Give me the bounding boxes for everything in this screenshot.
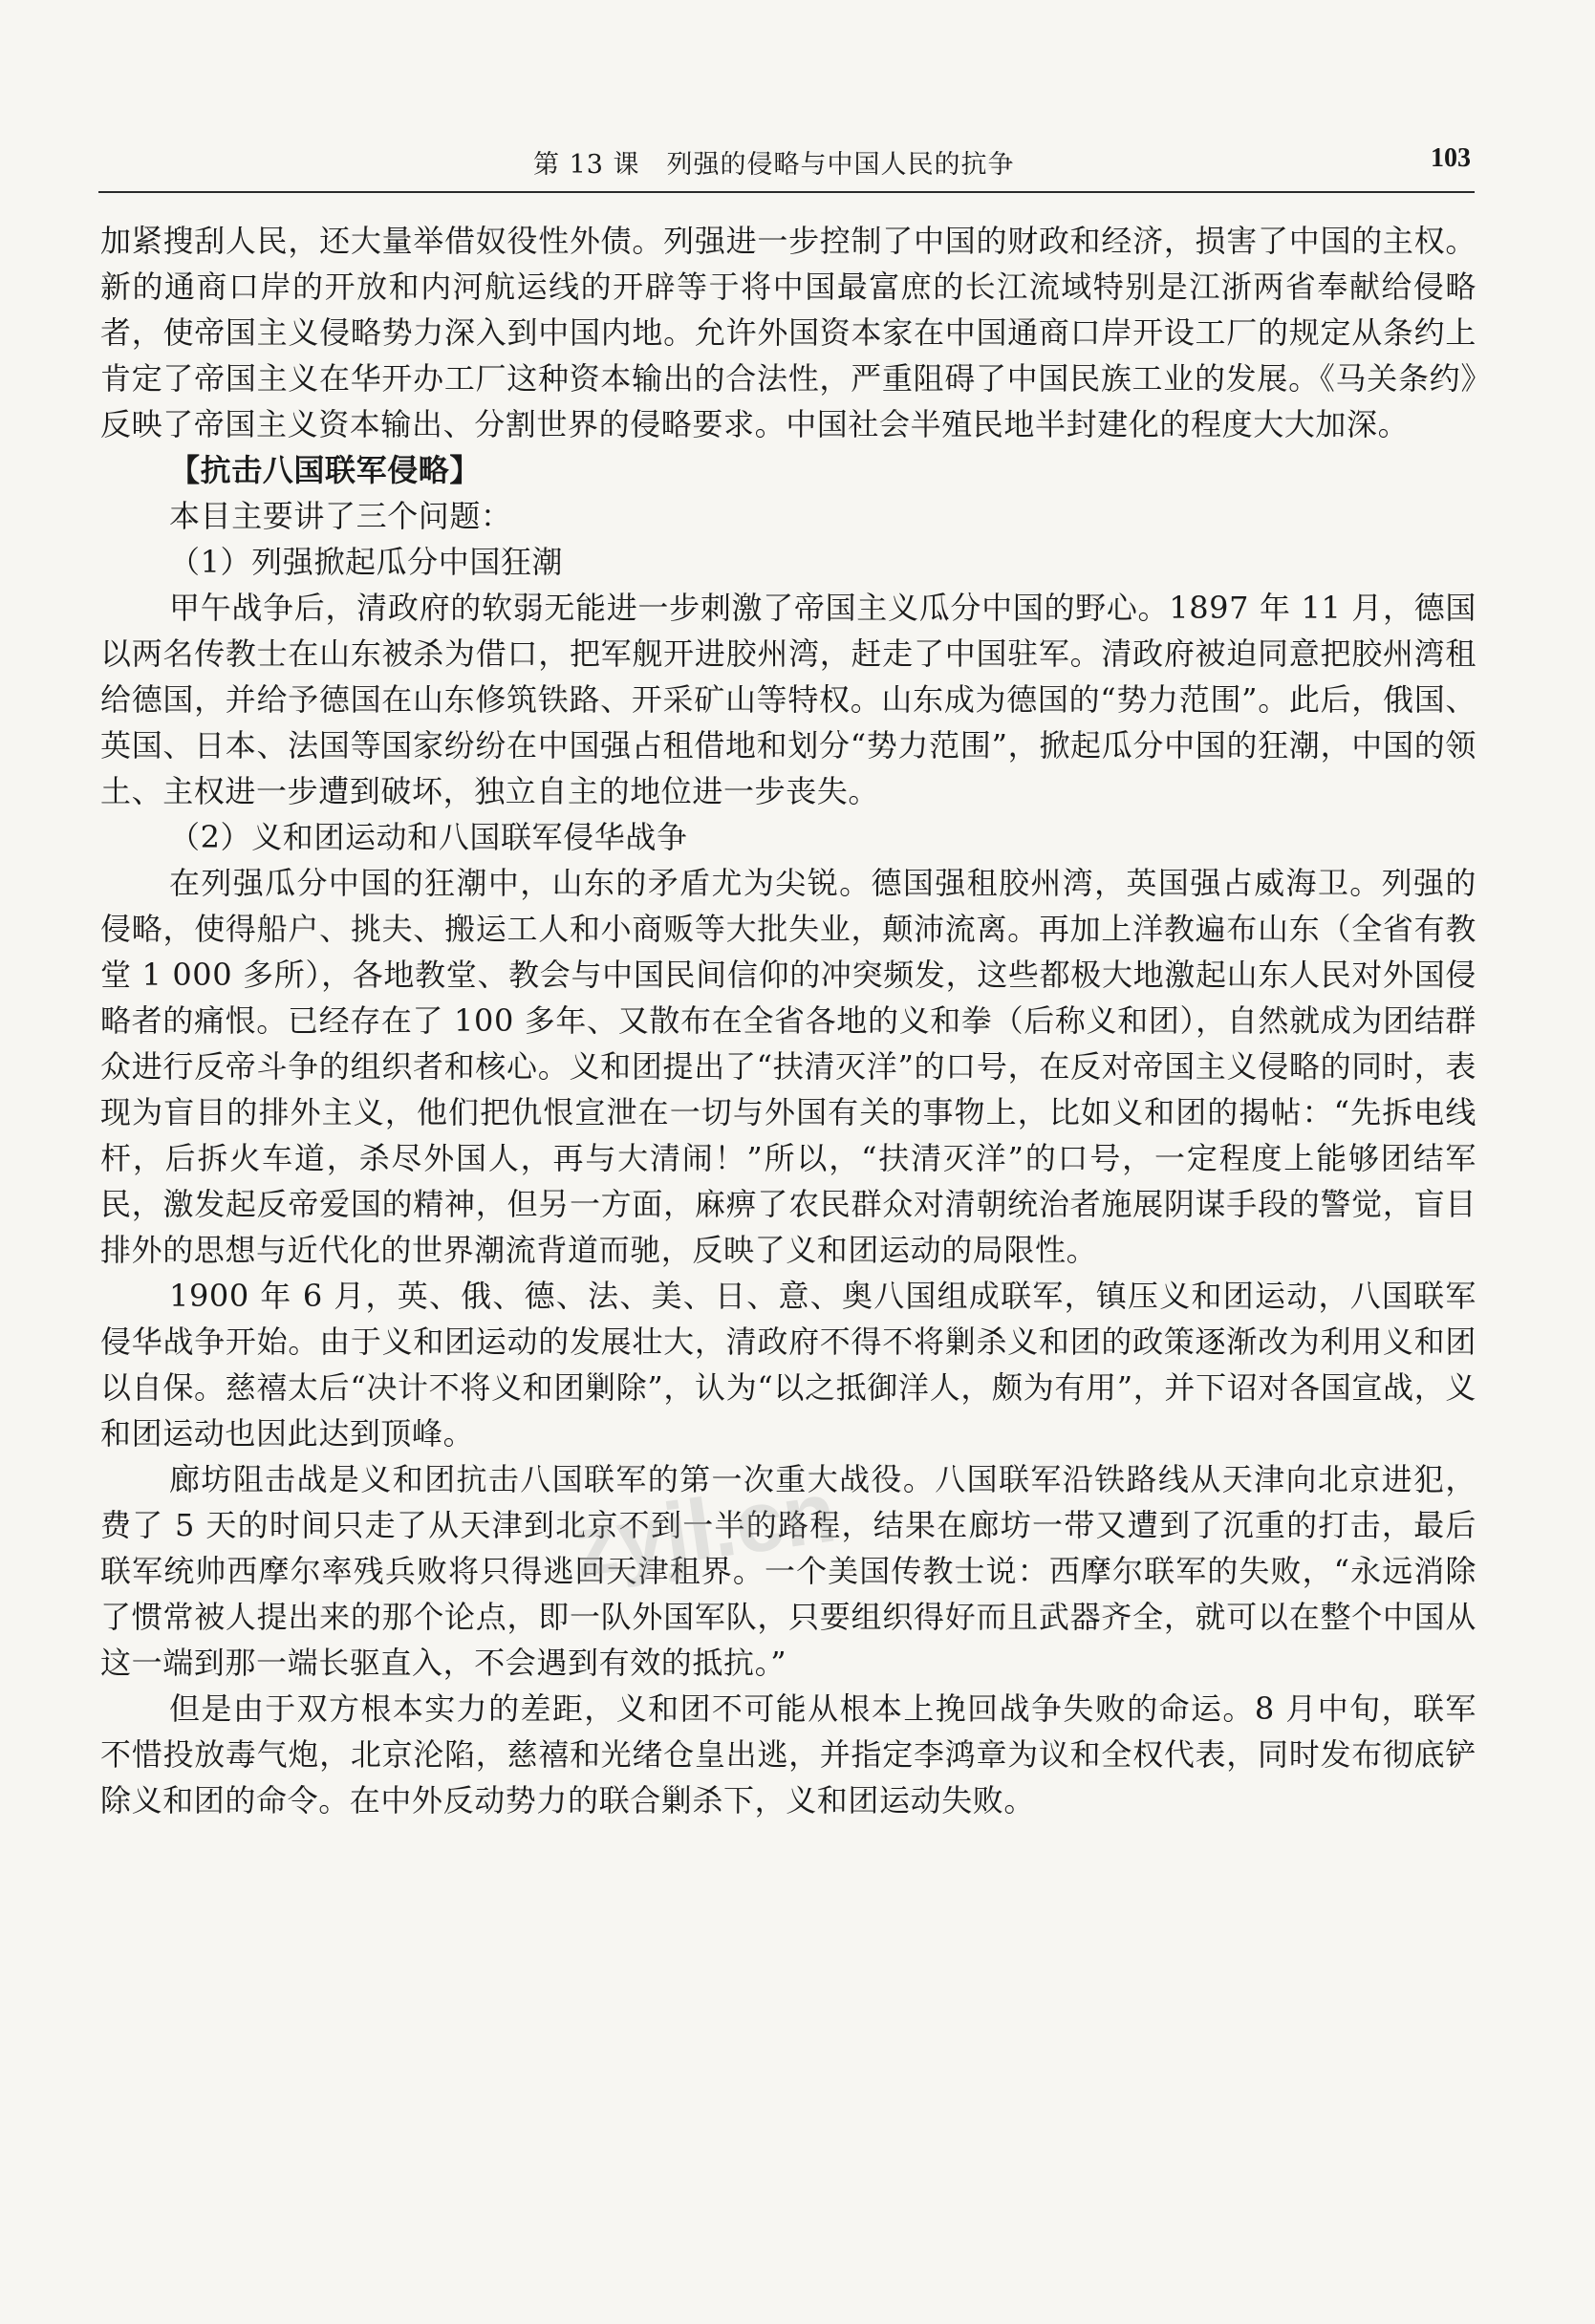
paragraph: 在列强瓜分中国的狂潮中，山东的矛盾尤为尖锐。德国强租胶州湾，英国强占威海卫。列强的侵略，使得船户、挑夫、搬运工人和小商贩等大批失业，颠沛流离。再加上洋教遍布山东（全省有教堂 1 000 多所），各地教堂、教会与中国民间信仰的冲突频发，这些都极大地激起山东人民对外国侵略者的痛恨。已经存在了 100 多年、又散布在全省各地的义和拳（后称义和团），自然就成为团结群众进行反帝斗争的组织者和核心。义和团提出了“扶清灭洋”的口号，在反对帝国主义侵略的同时，表现为盲目的排外主义，他们把仇恨宣泄在一切与外国有关的事物上，比如义和团的揭帖：“先拆电线杆，后拆火车道，杀尽外国人，再与大清闹！”所以，“扶清灭洋”的口号，一定程度上能够团结军民，激发起反帝爱国的精神，但另一方面，麻痹了农民群众对清朝统治者施展阴谋手段的警觉，盲目排外的思想与近代化的世界潮流背道而驰，反映了义和团运动的局限性。 (100, 865, 1476, 1268)
body-text (100, 218, 1476, 1823)
watermark: zyjl.cn (568, 1464, 842, 1596)
lesson-title: 第 13 课 列强的侵略与中国人民的抗争 (533, 150, 1015, 180)
paragraph: 但是由于双方根本实力的差距，义和团不可能从根本上挽回战争失败的命运。8 月中旬，联军不惜投放毒气炮，北京沦陷，慈禧和光绪仓皇出逃，并指定李鸿章为议和全权代表，同时发布彻底铲除义和团的命令。在中外反动势力的联合剿杀下，义和团运动失败。 (100, 1690, 1476, 1818)
paragraph-intro: 本目主要讲了三个问题： (169, 498, 512, 534)
page-header (98, 143, 1475, 193)
subheading-1: （1）列强掀起瓜分中国狂潮 (169, 544, 564, 580)
page-number: 103 (1431, 143, 1471, 173)
paragraph: 1900 年 6 月，英、俄、德、法、美、日、意、奥八国组成联军，镇压义和团运动，八国联军侵华战争开始。由于义和团运动的发展壮大，清政府不得不将剿杀义和团的政策逐渐改为利用义和团以自保。慈禧太后“决计不将义和团剿除”，认为“以之抵御洋人，颇为有用”，并下诏对各国宣战，义和团运动也因此达到顶峰。 (100, 1278, 1476, 1452)
paragraph-continuation: 加紧搜刮人民，还大量举借奴役性外债。列强进一步控制了中国的财政和经济，损害了中国的主权。新的通商口岸的开放和内河航运线的开辟等于将中国最富庶的长江流域特别是江浙两省奉献给侵略者，使帝国主义侵略势力深入到中国内地。允许外国资本家在中国通商口岸开设工厂的规定从条约上肯定了帝国主义在华开办工厂这种资本输出的合法性，严重阻碍了中国民族工业的发展。《马关条约》反映了帝国主义资本输出、分割世界的侵略要求。中国社会半殖民地半封建化的程度大大加深。 (100, 223, 1476, 442)
paragraph: 甲午战争后，清政府的软弱无能进一步刺激了帝国主义瓜分中国的野心。1897 年 11 月，德国以两名传教士在山东被杀为借口，把军舰开进胶州湾，赶走了中国驻军。清政府被迫同意把胶州湾租给德国，并给予德国在山东修筑铁路、开采矿山等特权。山东成为德国的“势力范围”。此后，俄国、英国、日本、法国等国家纷纷在中国强占租借地和划分“势力范围”，掀起瓜分中国的狂潮，中国的领土、主权进一步遭到破坏，独立自主的地位进一步丧失。 (100, 590, 1476, 809)
section-heading: 【抗击八国联军侵略】 (169, 452, 482, 488)
paragraph: 廊坊阻击战是义和团抗击八国联军的第一次重大战役。八国联军沿铁路线从天津向北京进犯，费了 5 天的时间只走了从天津到北京不到一半的路程，结果在廊坊一带又遭到了沉重的打击，最后联军统帅西摩尔率残兵败将只得逃回天津租界。一个美国传教士说：西摩尔联军的失败，“永远消除了惯常被人提出来的那个论点，即一队外国军队，只要组织得好而且武器齐全，就可以在整个中国从这一端到那一端长驱直入，不会遇到有效的抵抗。” (100, 1461, 1476, 1681)
subheading-2: （2）义和团运动和八国联军侵华战争 (169, 819, 688, 855)
